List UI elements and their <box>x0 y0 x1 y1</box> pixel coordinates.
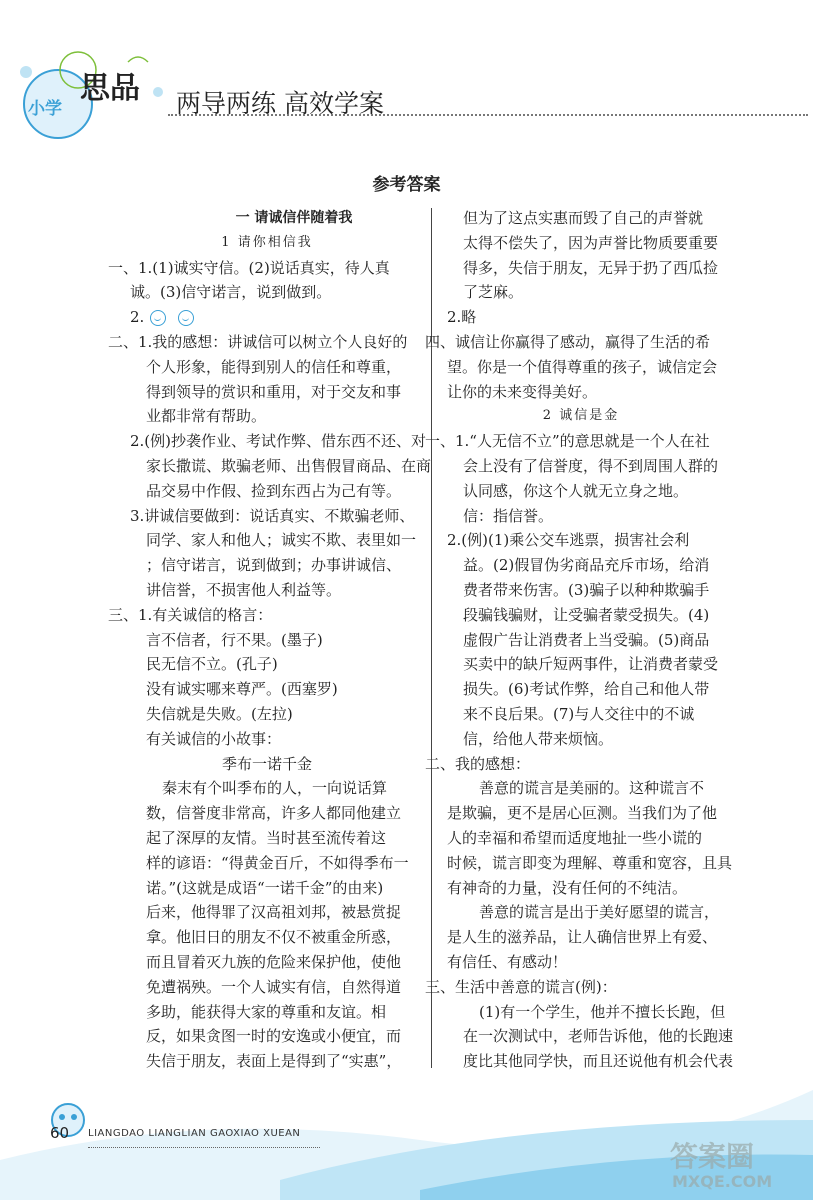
answer-line <box>425 553 737 578</box>
answer-line <box>108 553 426 578</box>
answer-line-text: 2.(例)(1)乘公交车逃票，损害社会利 <box>447 531 690 550</box>
answer-line <box>425 380 737 405</box>
answer-line <box>425 950 737 975</box>
answer-line-text: 一、1.“人无信不立”的意思就是一个人在社 <box>425 432 710 451</box>
answer-line-text: 讲信誉，不损害他人利益等。 <box>146 580 342 599</box>
answer-line-text: 个人形象，能得到别人的信任和尊重， <box>146 357 402 376</box>
header-title: 两导两练 高效学案 <box>176 89 384 118</box>
answer-line-text: 有关诚信的小故事： <box>146 729 282 748</box>
answer-line-text: 样的谚语：“得黄金百斤，不如得季布一 <box>146 853 409 872</box>
answer-line-text: 费者带来伤害。(3)骗子以种种欺骗手 <box>463 580 710 599</box>
answer-line-text: 免遭祸殃。一个人诚实有信，自然得道 <box>146 977 402 996</box>
footer-divider <box>88 1147 320 1148</box>
answer-line <box>425 776 737 801</box>
answer-line <box>108 479 426 504</box>
answer-line-text: 度比其他同学快，而且还说他有机会代表 <box>463 1052 734 1071</box>
answer-line-text: 三、1.有关诚信的格言： <box>108 605 273 624</box>
answer-line <box>425 702 737 727</box>
answer-line-text: 太得不偿失了，因为声誉比物质要重要 <box>463 233 719 252</box>
answer-line-text: 品交易中作假、捡到东西占为己有等。 <box>146 481 402 500</box>
answer-line <box>425 231 737 256</box>
answer-line <box>425 801 737 826</box>
answer-line <box>108 380 426 405</box>
answer-line <box>425 677 737 702</box>
answer-line <box>425 752 737 777</box>
answer-line-text: 拿。他旧日的朋友不仅不被重金所惑， <box>146 928 402 947</box>
answer-line-text: 买卖中的缺斤短两事件，让消费者蒙受 <box>463 655 719 674</box>
logo-big-text: 思品 <box>80 71 140 106</box>
answer-line <box>108 925 426 950</box>
answer-line <box>425 355 737 380</box>
answer-line <box>108 975 426 1000</box>
answer-line-text: 有信任、有感动！ <box>447 952 568 971</box>
answer-line-text: 段骗钱骗财，让受骗者蒙受损失。(4) <box>463 605 710 624</box>
logo-small-text: 小学 <box>28 99 62 119</box>
right-column <box>425 206 737 1074</box>
left-column <box>108 206 432 1074</box>
answer-line <box>425 206 737 231</box>
answer-line-text: ；信守诺言，说到做到；办事讲诚信、 <box>146 556 402 575</box>
answer-line-text: 反，如果贪图一时的安逸或小便宜，而 <box>146 1027 402 1046</box>
answer-line-text: 多助，能获得大家的尊重和友谊。相 <box>146 1002 387 1021</box>
answer-line-text: 二、我的感想： <box>425 754 531 773</box>
answer-line <box>425 925 737 950</box>
watermark-url: MXQE.COM <box>672 1172 773 1191</box>
answer-line <box>425 727 737 752</box>
answer-line-text: 季布一诺千金 <box>221 754 312 773</box>
answer-line-text: 业都非常有帮助。 <box>146 407 267 426</box>
answer-line <box>108 305 426 330</box>
answer-line <box>425 628 737 653</box>
answer-line-text: 得多，失信于朋友，无异于扔了西瓜捡 <box>463 258 719 277</box>
answer-line <box>425 305 737 330</box>
answer-line <box>108 801 426 826</box>
answer-line-text: (1)有一个学生，他并不擅长长跑，但 <box>479 1002 726 1021</box>
page-number: 60 <box>50 1124 70 1142</box>
answer-line <box>108 628 426 653</box>
answer-line-text: 益。(2)假冒伪劣商品充斥市场，给消 <box>463 556 710 575</box>
answer-line <box>108 1000 426 1025</box>
answer-line <box>425 900 737 925</box>
answer-line-text: 诚。(3)信守诺言，说到做到。 <box>130 283 332 302</box>
answer-line <box>425 404 737 429</box>
answer-line <box>425 429 737 454</box>
answer-line <box>108 900 426 925</box>
answer-line-text: 数，信誉度非常高，许多人都同他建立 <box>146 804 402 823</box>
answer-line <box>425 330 737 355</box>
footer-pinyin: LIANGDAO LIANGLIAN GAOXIAO XUEAN <box>88 1128 301 1139</box>
answer-line <box>425 479 737 504</box>
watermark-logo: 答案圈 <box>670 1140 755 1173</box>
answer-line <box>108 826 426 851</box>
answer-line <box>108 950 426 975</box>
series-logo <box>8 32 173 142</box>
answer-line <box>108 752 426 777</box>
answer-line-text: 信，给他人带来烦恼。 <box>463 729 614 748</box>
answer-line-text: 时候，谎言即变为理解、尊重和宽容，且具 <box>447 853 733 872</box>
answer-line <box>108 206 426 231</box>
answer-line <box>108 702 426 727</box>
answer-line-text: 3.讲诚信要做到：说话真实、不欺骗老师、 <box>130 506 415 525</box>
answer-line-text: 认同感，你这个人就无立身之地。 <box>463 481 689 500</box>
answer-line-text: 三、生活中善意的谎言(例)： <box>425 977 617 996</box>
answer-line <box>425 603 737 628</box>
answer-line <box>108 677 426 702</box>
answer-line-text: 后来，他得罪了汉高祖刘邦，被悬赏捉 <box>146 903 402 922</box>
answer-line-text: 2.略 <box>447 308 477 327</box>
answer-line-text: 善意的谎言是美丽的。这种谎言不 <box>479 779 705 798</box>
answer-line <box>108 652 426 677</box>
answer-line <box>108 1024 426 1049</box>
answer-line-text: 2. <box>130 308 145 327</box>
answer-line-text: 在一次测试中，老师告诉他，他的长跑速 <box>463 1027 734 1046</box>
answer-line-text: 损失。(6)考试作弊，给自己和他人带 <box>463 680 710 699</box>
answer-line <box>425 652 737 677</box>
smiley-face-icon <box>150 310 166 326</box>
answer-line-text: 但为了这点实惠而毁了自己的声誉就 <box>463 209 704 227</box>
answer-line-text: 人的幸福和希望而适度地扯一些小谎的 <box>447 828 703 847</box>
smiley-face-icon <box>178 310 194 326</box>
answer-line-text: 民无信不立。(孔子) <box>146 655 278 674</box>
answer-line-text: 让你的未来变得美好。 <box>447 382 598 401</box>
answer-line-text: 一 请诚信伴随着我 <box>235 210 353 226</box>
answer-line-text: 会上没有了信誉度，得不到周围人群的 <box>463 456 719 475</box>
answer-line <box>108 231 426 256</box>
answer-line-text: 二、1.我的感想：讲诚信可以树立个人良好的 <box>108 332 408 351</box>
answer-line <box>108 454 432 479</box>
header-divider <box>168 114 808 116</box>
answer-line <box>108 256 426 281</box>
answer-line <box>108 429 426 454</box>
answer-line <box>425 280 737 305</box>
answer-line-text: 得到领导的赏识和重用，对于交友和事 <box>146 382 402 401</box>
answer-line <box>108 404 426 429</box>
answer-line-text: 而且冒着灭九族的危险来保护他，使他 <box>146 952 402 971</box>
answer-line-text: 家长撒谎、欺骗老师、出售假冒商品、在商 <box>146 456 432 475</box>
answer-line <box>108 330 426 355</box>
answer-line-text: 失信于朋友，表面上是得到了“实惠”， <box>146 1052 402 1071</box>
answer-line <box>108 603 426 628</box>
answer-line-text: 虚假广告让消费者上当受骗。(5)商品 <box>463 630 710 649</box>
answer-line-text: 信：指信誉。 <box>463 506 554 525</box>
answer-line <box>108 504 426 529</box>
answer-line <box>108 355 426 380</box>
answer-line <box>108 578 426 603</box>
answer-line-text: 了芝麻。 <box>463 283 524 302</box>
answer-line-text: 同学、家人和他人；诚实不欺、表里如一 <box>146 531 417 550</box>
answer-line <box>425 528 737 553</box>
answer-line-text: 善意的谎言是出于美好愿望的谎言， <box>479 903 720 922</box>
answer-line-text: 诺。”(这就是成语“一诺千金”的由来) <box>146 878 384 897</box>
answer-line-text: 失信就是失败。(左拉) <box>146 704 293 723</box>
answer-line-text: 一、1.(1)诚实守信。(2)说话真实，待人真 <box>108 258 390 277</box>
answer-line <box>425 578 737 603</box>
answer-line-text: 1 请你相信我 <box>221 234 313 250</box>
answer-line-text: 言不信者，行不果。(墨子) <box>146 630 323 649</box>
answer-line-text: 是欺骗，更不是居心叵测。当我们为了他 <box>447 804 718 823</box>
answer-line-text: 2.(例)抄袭作业、考试作弊、借东西不还、对 <box>130 432 427 451</box>
page-title: 参考答案 <box>372 175 441 195</box>
answer-line-text: 四、诚信让你赢得了感动，赢得了生活的希 <box>425 332 711 351</box>
answer-line <box>108 876 426 901</box>
answer-line-text: 起了深厚的友情。当时甚至流传着这 <box>146 828 387 847</box>
answer-line-text: 望。你是一个值得尊重的孩子，诚信定会 <box>447 357 718 376</box>
answer-line-text: 2 诚信是金 <box>542 408 620 424</box>
answer-line-text: 是人生的滋养品，让人确信世界上有爱、 <box>447 928 718 947</box>
answer-line-text: 没有诚实哪来尊严。(西塞罗) <box>146 680 338 699</box>
answer-line-text: 秦末有个叫季布的人，一向说话算 <box>162 779 388 798</box>
answer-line-text: 有神奇的力量，没有任何的不纯洁。 <box>447 878 688 897</box>
answer-line <box>425 1024 737 1049</box>
answer-line <box>425 876 737 901</box>
answer-line <box>108 528 426 553</box>
answer-line <box>108 776 426 801</box>
answer-line <box>425 454 737 479</box>
answer-line <box>425 975 737 1000</box>
answer-line <box>108 727 426 752</box>
answer-line <box>425 504 737 529</box>
answer-line <box>425 256 737 281</box>
answer-line <box>108 851 426 876</box>
answer-line <box>425 1000 737 1025</box>
answer-line <box>108 280 426 305</box>
answer-line-text: 来不良后果。(7)与人交往中的不诚 <box>463 704 695 723</box>
answer-line <box>425 826 737 851</box>
answer-line <box>425 851 737 876</box>
